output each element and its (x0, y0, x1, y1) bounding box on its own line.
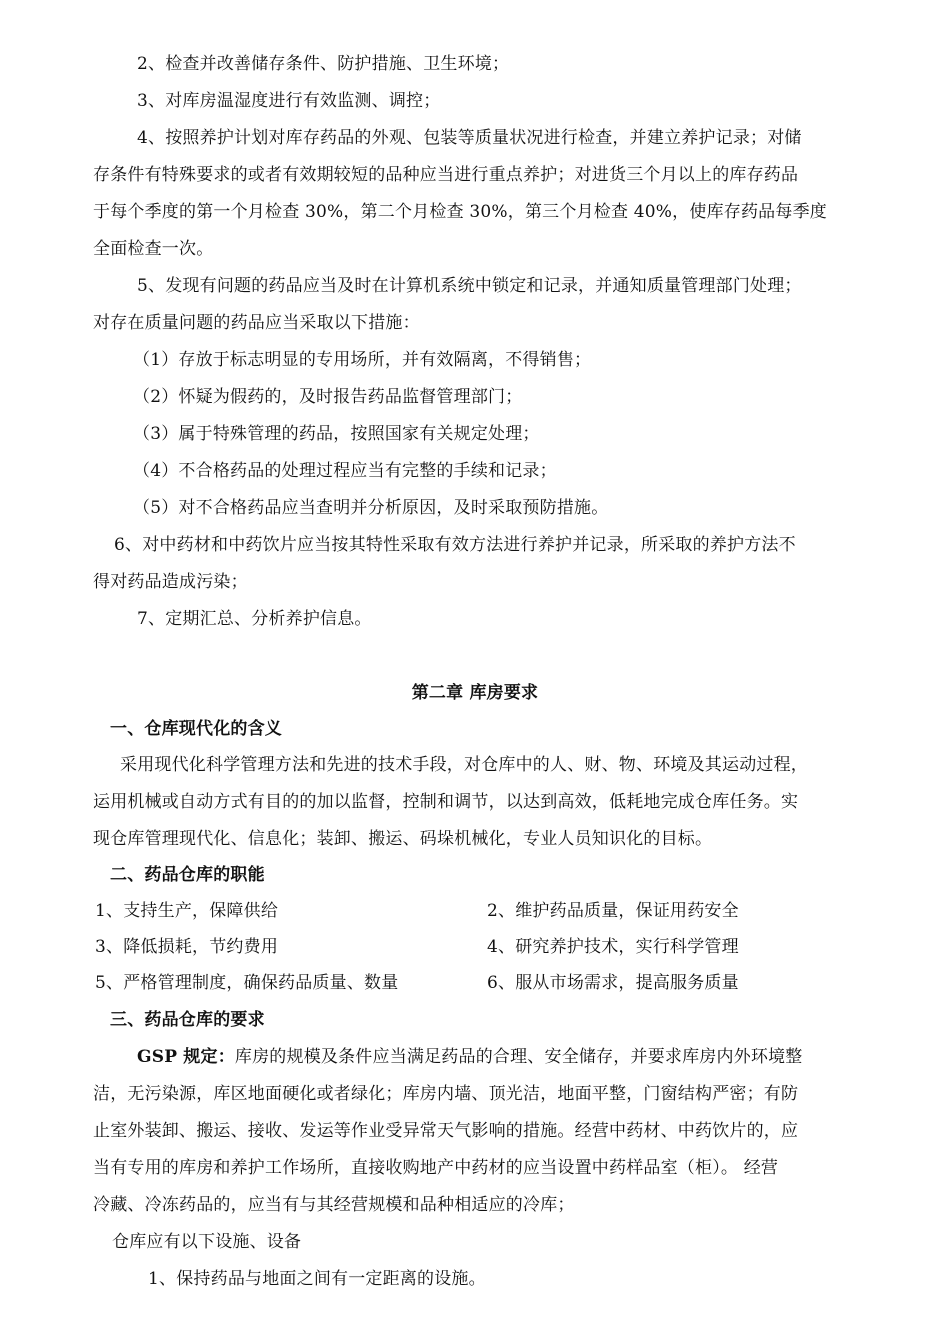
maintenance-item-6-line: 得对药品造成污染； (93, 572, 248, 592)
maintenance-item-3: 3、对库房温湿度进行有效监测、调控； (137, 91, 441, 111)
maintenance-item-5-line: 对存在质量问题的药品应当采取以下措施： (93, 313, 420, 333)
maintenance-item-2: 2、检查并改善储存条件、防护措施、卫生环境； (137, 54, 510, 74)
measure-item: （3）属于特殊管理的药品，按照国家有关规定处理； (133, 424, 540, 444)
facilities-intro: 仓库应有以下设施、设备 (112, 1232, 302, 1252)
gsp-text-line: 冷藏、冷冻药品的，应当有与其经营规模和品种相适应的冷库； (93, 1195, 575, 1215)
gsp-text-line: 洁，无污染源，库区地面硬化或者绿化；库房内墙、顶光洁，地面平整，门窗结构严密；有防 (93, 1084, 799, 1104)
section-paragraph-line: 运用机械或自动方式有目的的加以监督，控制和调节，以达到高效，低耗地完成仓库任务。实 (93, 792, 799, 812)
maintenance-item-4-line: 全面检查一次。 (93, 239, 214, 259)
function-item: 6、服从市场需求，提高服务质量 (487, 973, 739, 993)
section-heading: 三、药品仓库的要求 (110, 1010, 265, 1030)
maintenance-item-4-line: 存条件有特殊要求的或者有效期较短的品种应当进行重点养护；对进货三个月以上的库存药品 (93, 165, 799, 185)
maintenance-item-4-line: 于每个季度的第一个月检查 30%，第二个月检查 30%，第三个月检查 40%，使库存药品每季度 (93, 202, 827, 222)
measure-item: （2）怀疑为假药的，及时报告药品监督管理部门； (133, 387, 523, 407)
chapter-title: 第二章 库房要求 (411, 683, 539, 703)
gsp-text-line: 止室外装卸、搬运、接收、发运等作业受异常天气影响的措施。经营中药材、中药饮片的，应 (93, 1121, 799, 1141)
maintenance-item-7: 7、定期汇总、分析养护信息。 (137, 609, 372, 629)
function-item: 5、严格管理制度，确保药品质量、数量 (95, 973, 399, 993)
function-item: 4、研究养护技术，实行科学管理 (487, 937, 739, 957)
measure-item: （4）不合格药品的处理过程应当有完整的手续和记录； (133, 461, 557, 481)
function-item: 1、支持生产，保障供给 (95, 901, 279, 921)
maintenance-item-4-line: 4、按照养护计划对库存药品的外观、包装等质量状况进行检查，并建立养护记录；对储 (137, 128, 802, 148)
gsp-text-line: 当有专用的库房和养护工作场所，直接收购地产中药材的应当设置中药样品室（柜）。 经营 (93, 1158, 779, 1178)
measure-item: （1）存放于标志明显的专用场所，并有效隔离，不得销售； (133, 350, 592, 370)
function-item: 3、降低损耗，节约费用 (95, 937, 279, 957)
section-paragraph-line: 现仓库管理现代化、信息化；装卸、搬运、码垛机械化，专业人员知识化的目标。 (93, 829, 713, 849)
maintenance-item-6-line: 6、对中药材和中药饮片应当按其特性采取有效方法进行养护并记录，所采取的养护方法不 (114, 535, 796, 555)
function-item: 2、维护药品质量，保证用药安全 (487, 901, 739, 921)
gsp-paragraph-first-line (137, 1045, 803, 1069)
maintenance-item-5-line: 5、发现有问题的药品应当及时在计算机系统中锁定和记录，并通知质量管理部门处理； (137, 276, 802, 296)
gsp-text: 库房的规模及条件应当满足药品的合理、安全储存，并要求库房内外环境整 (234, 1047, 803, 1067)
section-heading: 一、仓库现代化的含义 (110, 719, 282, 739)
gsp-label: GSP 规定： (137, 1047, 235, 1067)
section-paragraph-line: 采用现代化科学管理方法和先进的技术手段，对仓库中的人、财、物、环境及其运动过程， (120, 755, 808, 775)
section-heading: 二、药品仓库的职能 (110, 865, 265, 885)
facility-item: 1、保持药品与地面之间有一定距离的设施。 (148, 1269, 486, 1289)
measure-item: （5）对不合格药品应当查明并分析原因，及时采取预防措施。 (133, 498, 609, 518)
